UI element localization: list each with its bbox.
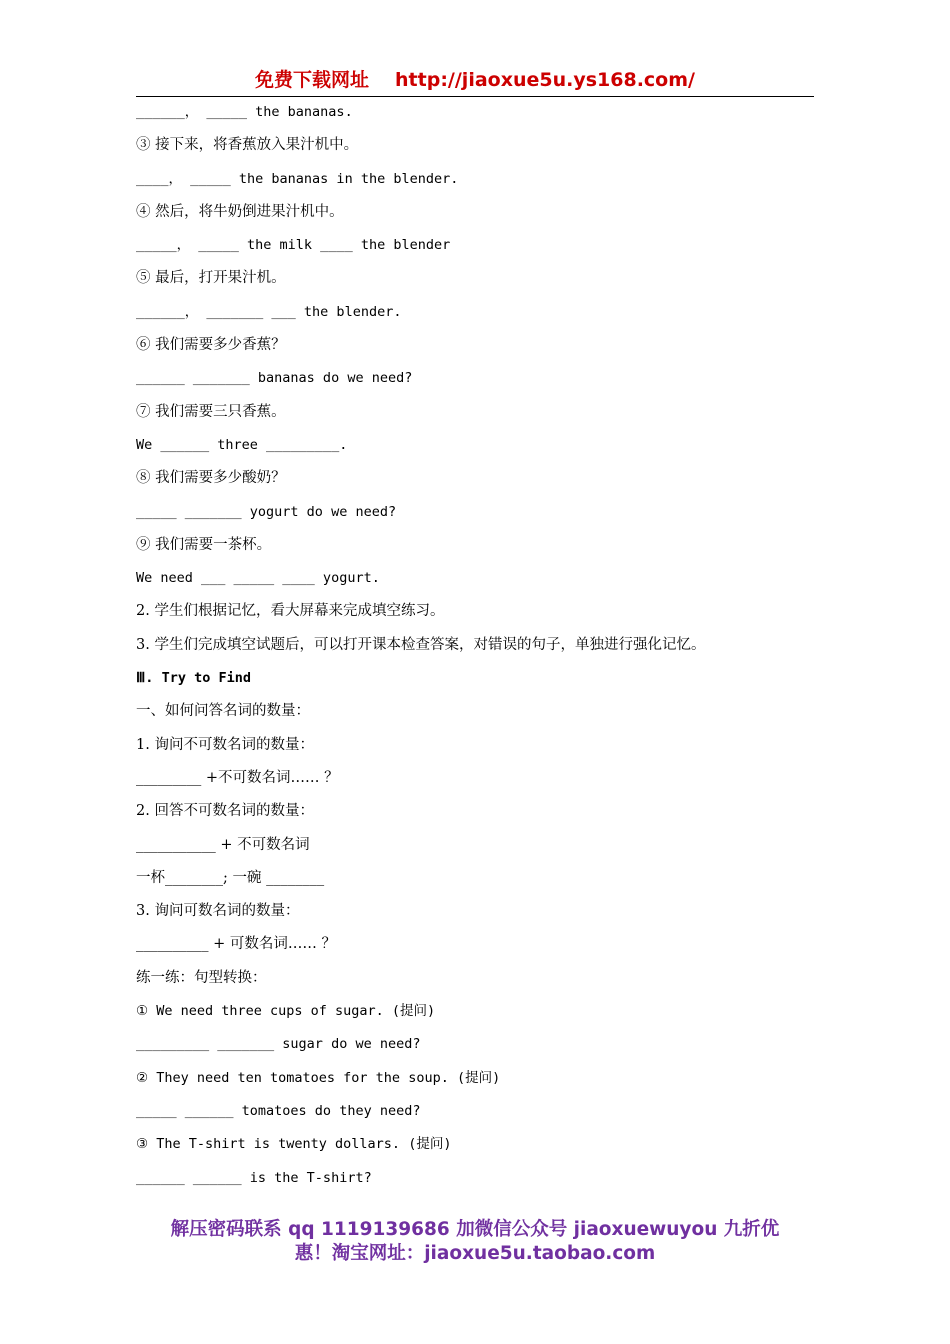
rule-pattern: __________ + 可数名词…… ？ [136,936,336,953]
exercise-line: _____ _______ yogurt do we need? [136,503,397,520]
footer-contact-line: 解压密码联系 qq 1119139686 加微信公众号 jiaoxuewuyou 九折优 [170,1219,780,1240]
exercise-line: ______， _______ ___ the blender. [136,303,402,320]
header-title: 免费下载网址 [255,69,370,91]
footer-shop-line[interactable]: 惠！淘宝网址：jiaoxue5u.taobao.com [294,1243,656,1264]
exercise-line: ____， _____ the bananas in the blender. [136,170,459,187]
practice-question: ③ The T-shirt is twenty dollars. (提问) [136,1136,452,1153]
exercise-line: We need ___ _____ ____ yogurt. [136,570,380,587]
rule-pattern: 一杯________; 一碗 ________ [136,869,325,886]
instruction-line: ⑥ 我们需要多少香蕉？ [136,337,286,354]
header-url[interactable]: http://jiaoxue5u.ys168.com/ [395,69,695,91]
instruction-line: ④ 然后，将牛奶倒进果汁机中。 [136,203,344,220]
rule-title: 2. 回答不可数名词的数量： [136,803,314,820]
exercise-line: _____ ______ tomatoes do they need? [136,1102,421,1119]
exercise-line: _____， _____ the milk ____ the blender [136,237,451,254]
rule-title: 3. 询问可数名词的数量： [136,903,300,920]
exercise-line: ______， _____ the bananas. [136,104,353,120]
practice-question: ② They need ten tomatoes for the soup. (提问) [136,1069,501,1086]
rule-pattern: ___________ + 不可数名词 [136,836,310,853]
practice-question: ① We need three cups of sugar. (提问) [136,1003,436,1020]
exercise-line: ______ ______ is the T-shirt? [136,1169,372,1186]
rule-title: 1. 询问不可数名词的数量： [136,736,314,753]
rule-pattern: _________ +不可数名词…… ？ [136,769,339,786]
instruction-line: ⑤ 最后，打开果汁机。 [136,270,286,287]
section-heading: Ⅲ. Try to Find [136,670,251,687]
subsection-heading: 一、如何问答名词的数量： [136,703,310,720]
exercise-line: _________ _______ sugar do we need? [136,1036,421,1053]
page-footer [120,1218,830,1266]
exercise-line: We ______ three _________. [136,436,348,453]
instruction-line: ③ 接下来，将香蕉放入果汁机中。 [136,137,359,154]
step-line: 3. 学生们完成填空试题后，可以打开课本检查答案，对错误的句子，单独进行强化记忆。 [136,636,706,653]
instruction-line: ⑧ 我们需要多少酸奶？ [136,470,286,487]
document-body [136,96,816,1195]
exercise-line: ______ _______ bananas do we need? [136,370,413,387]
step-line: 2. 学生们根据记忆，看大屏幕来完成填空练习。 [136,603,445,620]
page-header [136,66,814,97]
instruction-line: ⑨ 我们需要一茶杯。 [136,536,272,553]
practice-heading: 练一练：句型转换： [136,969,267,986]
instruction-line: ⑦ 我们需要三只香蕉。 [136,403,286,420]
